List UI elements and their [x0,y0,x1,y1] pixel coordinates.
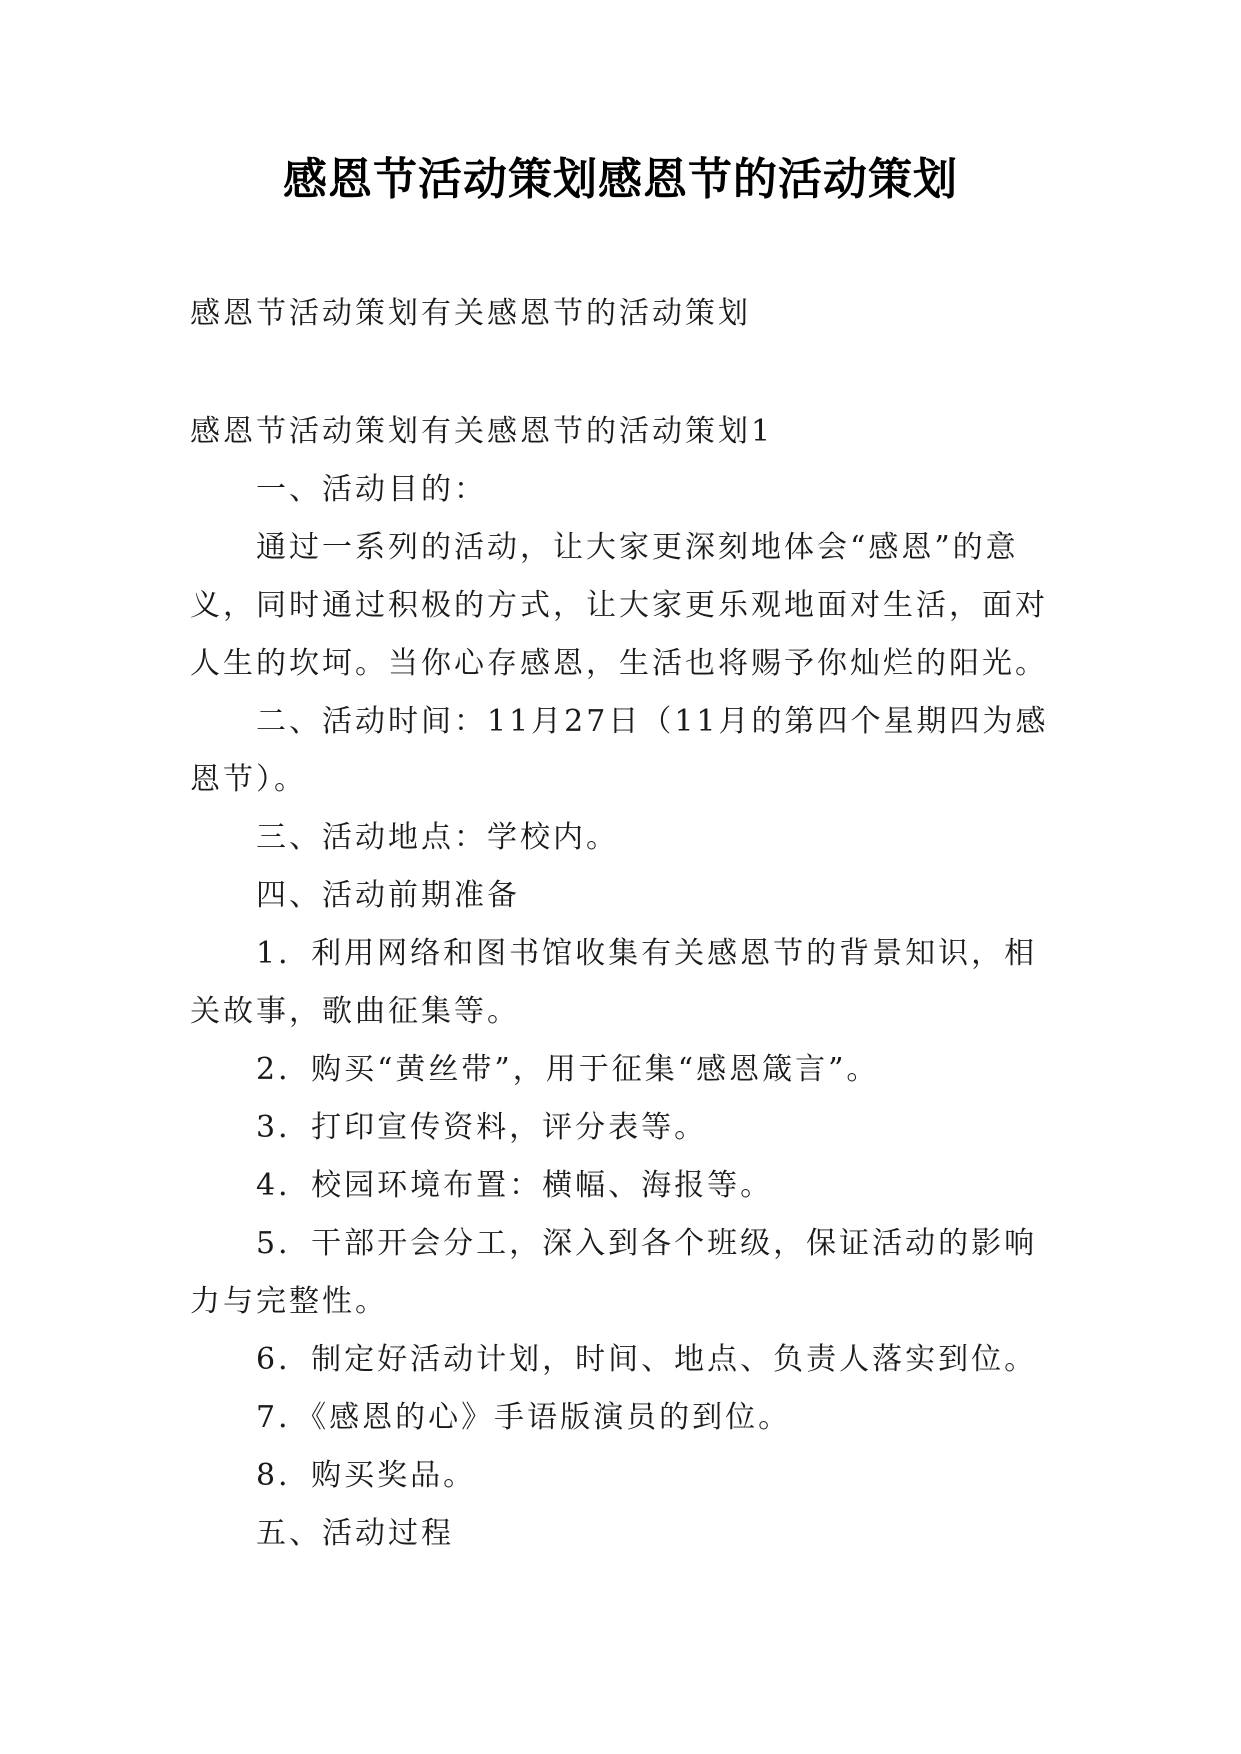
paragraph-line: 一、活动目的： [256,472,487,507]
list-item: 3．打印宣传资料，评分表等。 [256,1110,708,1145]
subtitle-line: 感恩节活动策划有关感恩节的活动策划 [190,296,751,331]
list-item: 1．利用网络和图书馆收集有关感恩节的背景知识，相 [256,936,1038,971]
list-item: 6．制定好活动计划，时间、地点、负责人落实到位。 [256,1342,1038,1377]
document-body [190,285,1050,1563]
list-item: 8．购买奖品。 [256,1458,477,1493]
paragraph-line: 通过一系列的活动，让大家更深刻地体会“感恩”的意 [256,530,1019,565]
paragraph-line: 恩节）。 [190,762,307,797]
list-item: 4．校园环境布置：横幅、海报等。 [256,1168,774,1203]
paragraph-line: 二、活动时间：11月27日（11月的第四个星期四为感 [256,704,1049,739]
list-item: 7．《感恩的心》手语版演员的到位。 [256,1400,792,1435]
paragraph-line: 力与完整性。 [190,1284,388,1319]
document-title: 感恩节活动策划感恩节的活动策划 [283,154,958,205]
paragraph-line: 义，同时通过积极的方式，让大家更乐观地面对生活，面对 [190,588,1048,623]
section-heading: 感恩节活动策划有关感恩节的活动策划1 [190,414,774,449]
paragraph-line: 四、活动前期准备 [256,878,520,913]
paragraph-line: 关故事，歌曲征集等。 [190,994,520,1029]
paragraph-line: 五、活动过程 [256,1516,454,1551]
list-item: 5．干部开会分工，深入到各个班级，保证活动的影响 [256,1226,1038,1261]
list-item: 2．购买“黄丝带”，用于征集“感恩箴言”。 [256,1052,880,1087]
paragraph-line: 人生的坎坷。当你心存感恩，生活也将赐予你灿烂的阳光。 [190,646,1048,681]
paragraph-line: 三、活动地点：学校内。 [256,820,619,855]
